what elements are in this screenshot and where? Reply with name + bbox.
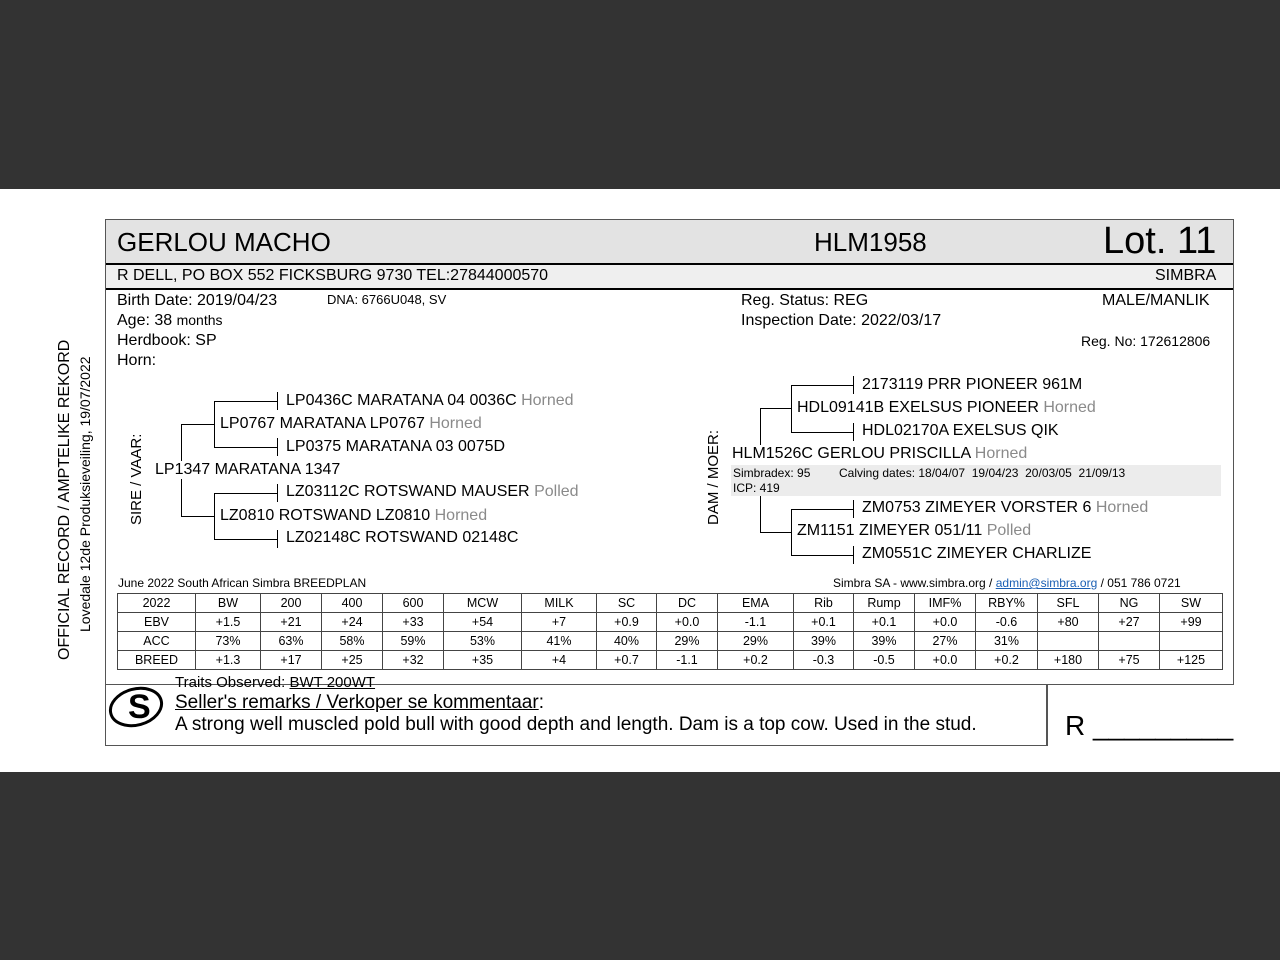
value-cell: 41% [522,632,597,651]
age: Age: 38 months [117,312,223,329]
sire-name: LP1347 MARATANA 1347 [155,461,341,478]
value-cell: +54 [444,613,522,632]
row-label-cell: 2022 [118,594,196,613]
value-cell: RBY% [976,594,1038,613]
value-cell: -0.6 [976,613,1038,632]
simbradex: Simbradex: 95 [733,466,811,480]
value-cell: +0.0 [915,651,976,670]
value-cell: 39% [794,632,854,651]
table-row [118,651,1223,670]
inspection-date: Inspection Date: 2022/03/17 [741,312,942,329]
value-cell: DC [657,594,718,613]
simbra-logo-icon [108,682,164,732]
reg-no: Reg. No: 172612806 [1081,333,1211,349]
owner-address: R DELL, PO BOX 552 FICKSBURG 9730 TEL:27844000570 [117,267,549,284]
value-cell: +0.0 [657,613,718,632]
sire-label: SIRE / VAAR: [128,433,145,525]
value-cell: -0.3 [794,651,854,670]
value-cell: Rib [794,594,854,613]
value-cell: +125 [1160,651,1223,670]
dam-label: DAM / MOER: [705,429,722,525]
dna: DNA: 6766U048, SV [327,292,447,307]
value-cell: NG [1099,594,1160,613]
value-cell: +4 [522,651,597,670]
value-cell: 31% [976,632,1038,651]
auction-text: Lovedale 12de Produksieveiling, 19/07/2022 [77,356,93,632]
value-cell: +0.1 [854,613,915,632]
value-cell: 40% [597,632,657,651]
animal-name: GERLOU MACHO [117,227,331,257]
row-label-cell: BREED [118,651,196,670]
horn: Horn: [117,352,157,369]
value-cell: 400 [322,594,383,613]
row-label-cell: ACC [118,632,196,651]
value-cell: 27% [915,632,976,651]
sire-dam-dam: LZ02148C ROTSWAND 02148C [286,529,519,546]
value-cell: +0.0 [915,613,976,632]
value-cell: +0.2 [718,651,794,670]
value-cell: +32 [383,651,444,670]
value-cell: +180 [1038,651,1099,670]
dam-sire: HDL09141B EXELSUS PIONEER Horned [797,399,1096,416]
value-cell: +0.2 [976,651,1038,670]
sire-sire: LP0767 MARATANA LP0767 Horned [220,415,482,432]
value-cell [1160,632,1223,651]
calving-dates: Calving dates: 18/04/07 19/04/23 20/03/05 21/09/13 [839,466,1126,480]
value-cell: +27 [1099,613,1160,632]
value-cell: SFL [1038,594,1099,613]
dam-dam-dam: ZM0551C ZIMEYER CHARLIZE [862,545,1092,562]
value-cell: 29% [718,632,794,651]
value-cell: +25 [322,651,383,670]
lot-number: Lot. 11 [1103,220,1217,262]
value-cell: +17 [261,651,322,670]
contact-caption: Simbra SA - www.simbra.org / admin@simbra.org / 051 786 0721 [833,576,1181,590]
remarks-heading: Seller's remarks / Verkoper se kommentaar: [175,692,544,713]
icp: ICP: 419 [733,481,780,495]
value-cell: BW [196,594,261,613]
value-cell: +7 [522,613,597,632]
value-cell: +0.9 [597,613,657,632]
sire-sire-dam: LP0375 MARATANA 03 0075D [286,438,506,455]
value-cell: MCW [444,594,522,613]
value-cell: 600 [383,594,444,613]
value-cell: EMA [718,594,794,613]
value-cell: +1.5 [196,613,261,632]
value-cell: Rump [854,594,915,613]
value-cell: +75 [1099,651,1160,670]
value-cell: MILK [522,594,597,613]
value-cell: SW [1160,594,1223,613]
reg-status: Reg. Status: REG [741,292,869,309]
dam-sire-dam: HDL02170A EXELSUS QIK [862,422,1059,439]
value-cell: 63% [261,632,322,651]
value-cell: 29% [657,632,718,651]
value-cell: +80 [1038,613,1099,632]
value-cell: 58% [322,632,383,651]
value-cell [1099,632,1160,651]
value-cell: IMF% [915,594,976,613]
breedplan-caption: June 2022 South African Simbra BREEDPLAN [118,576,367,590]
sire-dam: LZ0810 ROTSWAND LZ0810 Horned [220,507,488,524]
birth-date: Birth Date: 2019/04/23 [117,292,278,309]
svg-text:S: S [128,688,151,726]
sex: MALE/MANLIK [1102,292,1210,309]
value-cell: 200 [261,594,322,613]
table-row [118,632,1223,651]
value-cell: 59% [383,632,444,651]
value-cell: SC [597,594,657,613]
table-row [118,613,1223,632]
dam-sire-sire: 2173119 PRR PIONEER 961M [862,376,1083,393]
value-cell: 39% [854,632,915,651]
value-cell: +24 [322,613,383,632]
sire-dam-sire: LZ03112C ROTSWAND MAUSER Polled [286,483,579,500]
animal-id: HLM1958 [814,227,927,257]
herdbook: Herdbook: SP [117,332,217,349]
value-cell: +35 [444,651,522,670]
breedplan-table [117,593,1223,670]
remarks-text: A strong well muscled pold bull with good depth and length. Dam is a top cow. Used in the stud. [175,714,977,735]
price-field[interactable]: R _________ [1065,710,1234,741]
breed-label: SIMBRA [1155,267,1217,284]
value-cell: 73% [196,632,261,651]
official-record-text: OFFICIAL RECORD / AMPTELIKE REKORD [56,339,73,660]
value-cell: +1.3 [196,651,261,670]
row-label-cell: EBV [118,613,196,632]
traits-observed: Traits Observed: BWT 200WT [175,674,376,691]
value-cell: -1.1 [718,613,794,632]
value-cell: +0.1 [794,613,854,632]
value-cell: +0.7 [597,651,657,670]
value-cell: +99 [1160,613,1223,632]
table-header-row [118,594,1223,613]
value-cell: 53% [444,632,522,651]
value-cell: +33 [383,613,444,632]
email-link[interactable]: admin@simbra.org [995,576,1098,590]
value-cell: +21 [261,613,322,632]
value-cell [1038,632,1099,651]
dam-dam: ZM1151 ZIMEYER 051/11 Polled [797,522,1032,539]
dam-name: HLM1526C GERLOU PRISCILLA Horned [732,445,1028,462]
value-cell: -1.1 [657,651,718,670]
dam-dam-sire: ZM0753 ZIMEYER VORSTER 6 Horned [862,499,1149,516]
sire-sire-sire: LP0436C MARATANA 04 0036C Horned [286,392,574,409]
value-cell: -0.5 [854,651,915,670]
